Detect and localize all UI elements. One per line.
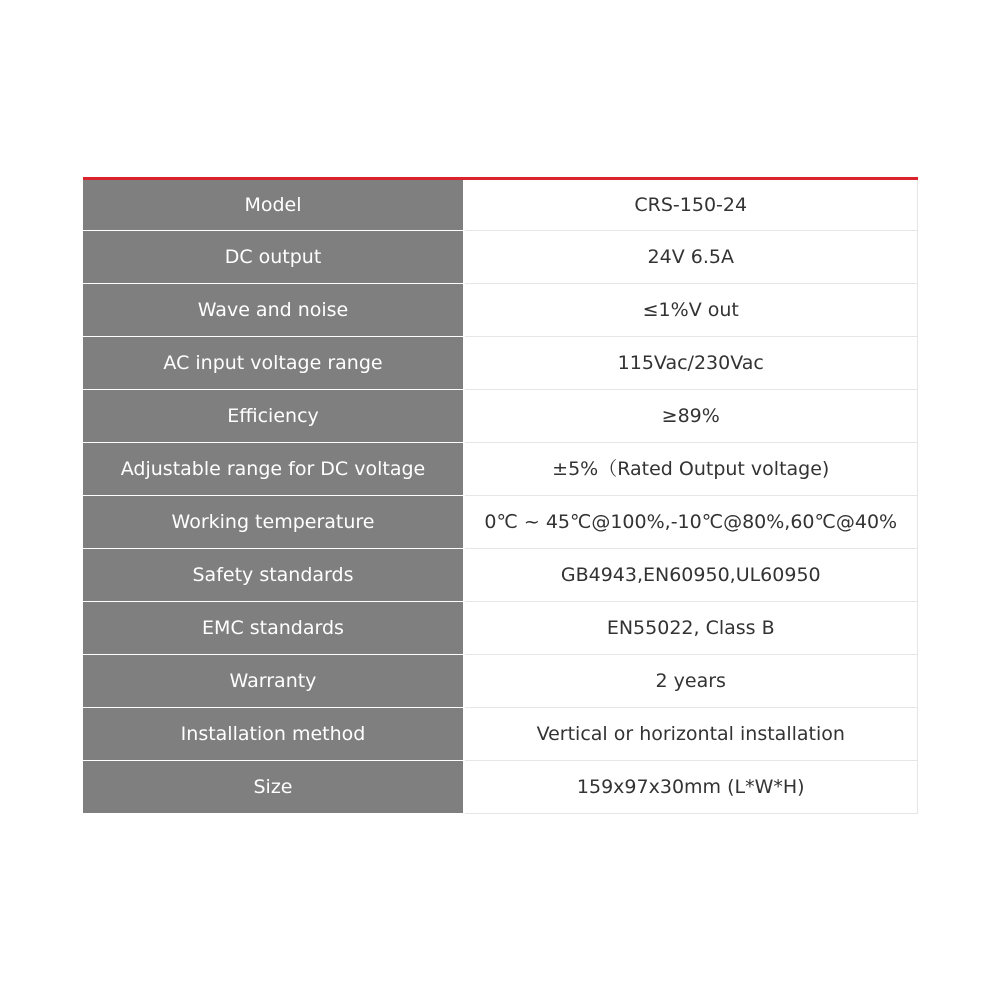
table-row-dc-output bbox=[83, 231, 917, 284]
row-value: GB4943,EN60950,UL60950 bbox=[464, 549, 917, 602]
spec-table-body bbox=[83, 179, 917, 814]
table-row-wave-and-noise bbox=[83, 284, 917, 337]
row-value: 115Vac/230Vac bbox=[464, 337, 917, 390]
row-value: 159x97x30mm (L*W*H) bbox=[464, 761, 917, 814]
row-label: Efficiency bbox=[83, 390, 464, 443]
row-label: Working temperature bbox=[83, 496, 464, 549]
row-value: CRS-150-24 bbox=[464, 179, 917, 231]
row-label: DC output bbox=[83, 231, 464, 284]
table-row-safety-standards bbox=[83, 549, 917, 602]
row-label: Adjustable range for DC voltage bbox=[83, 443, 464, 496]
table-row-model bbox=[83, 179, 917, 231]
table-row-adjustable-range bbox=[83, 443, 917, 496]
table-row-warranty bbox=[83, 655, 917, 708]
table-row-ac-input-voltage-range bbox=[83, 337, 917, 390]
row-label: Wave and noise bbox=[83, 284, 464, 337]
table-row-efficiency bbox=[83, 390, 917, 443]
table-row-size bbox=[83, 761, 917, 814]
row-value: ±5%（Rated Output voltage) bbox=[464, 443, 917, 496]
row-value: EN55022, Class B bbox=[464, 602, 917, 655]
spec-table bbox=[83, 177, 918, 814]
row-label: Installation method bbox=[83, 708, 464, 761]
row-label: AC input voltage range bbox=[83, 337, 464, 390]
row-label: Safety standards bbox=[83, 549, 464, 602]
table-row-emc-standards bbox=[83, 602, 917, 655]
row-value: 0℃ ~ 45℃@100%,-10℃@80%,60℃@40% bbox=[464, 496, 917, 549]
row-value: ≤1%V out bbox=[464, 284, 917, 337]
row-label: Warranty bbox=[83, 655, 464, 708]
row-label: Model bbox=[83, 179, 464, 231]
table-row-working-temperature bbox=[83, 496, 917, 549]
row-value: Vertical or horizontal installation bbox=[464, 708, 917, 761]
table-row-installation-method bbox=[83, 708, 917, 761]
row-label: EMC standards bbox=[83, 602, 464, 655]
row-value: 2 years bbox=[464, 655, 917, 708]
row-label: Size bbox=[83, 761, 464, 814]
row-value: 24V 6.5A bbox=[464, 231, 917, 284]
row-value: ≥89% bbox=[464, 390, 917, 443]
